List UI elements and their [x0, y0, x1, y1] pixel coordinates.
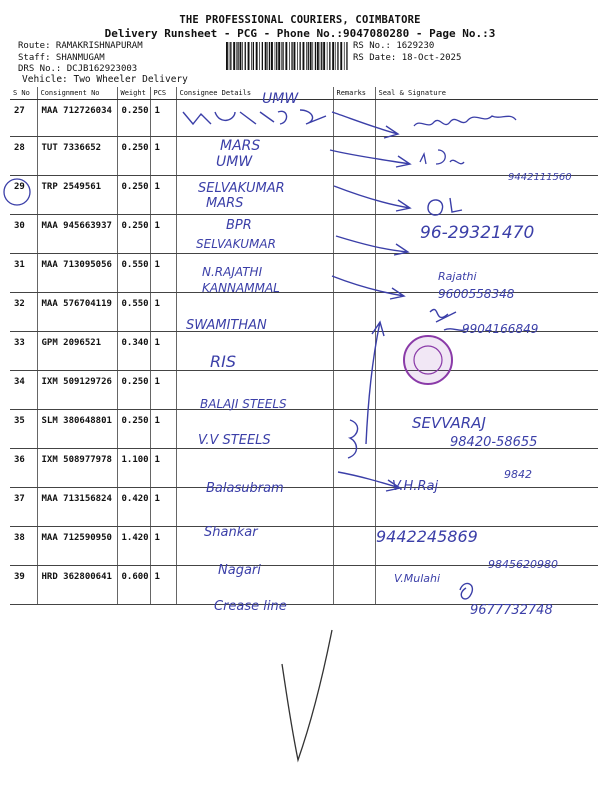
hw-consignee-16: Crease line — [214, 599, 287, 614]
cell-consignee-details — [176, 527, 333, 566]
table-row — [10, 449, 598, 488]
hw-consignee-1: MARS — [220, 138, 261, 154]
cell-seal-signature — [375, 566, 598, 605]
rs-date: RS Date: 18-Oct-2025 — [353, 52, 462, 63]
cell-remarks — [333, 371, 375, 410]
table-row — [10, 527, 598, 566]
hw-consignee-2: UMW — [216, 154, 253, 170]
cell-sno: 39 — [10, 566, 37, 605]
hw-sign-5: V.H.Raj — [392, 479, 439, 494]
cell-consignee-details — [176, 371, 333, 410]
table-row — [10, 293, 598, 332]
cell-seal-signature — [375, 100, 598, 137]
cell-consignment-no: TUT 7336652 — [37, 137, 117, 176]
cell-weight: 0.600 — [117, 566, 150, 605]
cell-weight: 0.250 — [117, 137, 150, 176]
cell-consignee-details — [176, 293, 333, 332]
hw-consignee-9: SWAMITHAN — [186, 318, 267, 333]
cell-consignee-details — [176, 100, 333, 137]
hw-consignee-7: N.RAJATHI — [202, 265, 263, 279]
hw-consignee-6: SELVAKUMAR — [196, 237, 276, 251]
cell-seal-signature — [375, 332, 598, 371]
cell-consignment-no: GPM 2096521 — [37, 332, 117, 371]
cell-seal-signature — [375, 293, 598, 332]
table-row — [10, 100, 598, 137]
cell-consignment-no: MAA 945663937 — [37, 215, 117, 254]
cell-consignment-no: TRP 2549561 — [37, 176, 117, 215]
cell-seal-signature — [375, 449, 598, 488]
cell-pcs: 1 — [150, 137, 176, 176]
cell-consignment-no: HRD 362800641 — [37, 566, 117, 605]
drs-number: DRS No.: DCJB162923003 — [18, 64, 138, 74]
runsheet-table — [10, 87, 598, 605]
cell-sno: 31 — [10, 254, 37, 293]
hw-consignee-3: SELVAKUMAR — [198, 181, 285, 196]
cell-pcs: 1 — [150, 449, 176, 488]
cell-sno: 38 — [10, 527, 37, 566]
cell-pcs: 1 — [150, 176, 176, 215]
meta-left — [18, 41, 143, 76]
cell-pcs: 1 — [150, 527, 176, 566]
cell-weight: 0.550 — [117, 254, 150, 293]
table-row — [10, 332, 598, 371]
cell-pcs: 1 — [150, 100, 176, 137]
cell-consignee-details — [176, 332, 333, 371]
table-row — [10, 410, 598, 449]
barcode-image — [226, 42, 350, 70]
cell-sno: 27 — [10, 100, 37, 137]
cell-seal-signature — [375, 371, 598, 410]
cell-weight: 0.250 — [117, 371, 150, 410]
cell-remarks — [333, 566, 375, 605]
hw-consignee-0: UMW — [262, 91, 299, 107]
cell-seal-signature — [375, 254, 598, 293]
cell-pcs: 1 — [150, 566, 176, 605]
cell-weight: 0.250 — [117, 215, 150, 254]
cell-consignee-details — [176, 254, 333, 293]
cell-weight: 1.100 — [117, 449, 150, 488]
cell-remarks — [333, 254, 375, 293]
hw-consignee-10: RIS — [210, 352, 236, 371]
cell-consignee-details — [176, 488, 333, 527]
col-header-consignee: Consignee Details — [176, 87, 333, 100]
cell-consignee-details — [176, 215, 333, 254]
hw-sign-4: 98420-58655 — [450, 435, 538, 450]
hw-consignee-15: Nagari — [218, 563, 261, 578]
cell-sno: 32 — [10, 293, 37, 332]
cell-weight: 1.420 — [117, 527, 150, 566]
cell-seal-signature — [375, 176, 598, 215]
cell-pcs: 1 — [150, 410, 176, 449]
cell-remarks — [333, 527, 375, 566]
hw-consignee-11: BALAJI STEELS — [200, 397, 287, 411]
company-name: THE PROFESSIONAL COURIERS, COIMBATORE — [179, 14, 421, 26]
cell-weight: 0.250 — [117, 410, 150, 449]
cell-weight: 0.340 — [117, 332, 150, 371]
hw-sign-6: 9842 — [504, 468, 532, 481]
check-mark — [282, 630, 332, 760]
cell-consignment-no: MAA 712726034 — [37, 100, 117, 137]
cell-consignee-details — [176, 449, 333, 488]
cell-seal-signature — [375, 410, 598, 449]
cell-remarks — [333, 410, 375, 449]
cell-seal-signature — [375, 215, 598, 254]
cell-pcs: 1 — [150, 332, 176, 371]
col-header-sno: S No — [10, 87, 37, 100]
cell-sno: 36 — [10, 449, 37, 488]
cell-consignee-details — [176, 176, 333, 215]
cell-sno: 28 — [10, 137, 37, 176]
hw-consignee-8: KANNAMMAL — [202, 281, 280, 295]
meta-right — [353, 41, 461, 64]
staff-text: Staff: SHANMUGAM — [18, 52, 105, 63]
cell-weight: 0.250 — [117, 100, 150, 137]
cell-remarks — [333, 100, 375, 137]
cell-consignee-details — [176, 137, 333, 176]
cell-weight: 0.250 — [117, 176, 150, 215]
col-header-weight: Weight — [117, 87, 150, 100]
cell-remarks — [333, 332, 375, 371]
hw-consignee-5: BPR — [226, 218, 252, 233]
col-header-remarks: Remarks — [333, 87, 375, 100]
cell-consignment-no: MAA 713156824 — [37, 488, 117, 527]
cell-consignment-no: MAA 712590950 — [37, 527, 117, 566]
cell-seal-signature — [375, 527, 598, 566]
table-row — [10, 371, 598, 410]
cell-consignment-no: SLM 380648801 — [37, 410, 117, 449]
hw-sign-10: 9677732748 — [470, 603, 553, 618]
cell-sno: 35 — [10, 410, 37, 449]
hw-consignee-12: V.V STEELS — [198, 433, 271, 448]
table-row — [10, 566, 598, 605]
col-header-seal: Seal & Signature — [375, 87, 598, 100]
cell-remarks — [333, 488, 375, 527]
col-header-pcs: PCS — [150, 87, 176, 100]
cell-sno: 30 — [10, 215, 37, 254]
runsheet-title: Delivery Runsheet - PCG - Phone No.:9047080280 - Page No.:3 — [104, 27, 496, 40]
cell-consignment-no: IXM 508977978 — [37, 449, 117, 488]
table-row — [10, 176, 598, 215]
table-row — [10, 488, 598, 527]
table-row — [10, 254, 598, 293]
hw-sign-2: 9904166849 — [462, 322, 539, 336]
cell-sno: 33 — [10, 332, 37, 371]
cell-pcs: 1 — [150, 254, 176, 293]
hw-sign-0: Rajathi — [438, 270, 477, 283]
cell-remarks — [333, 449, 375, 488]
hw-sign-12: 96-29321470 — [420, 223, 535, 243]
route-text: Route: RAMAKRISHNAPURAM — [18, 41, 143, 51]
cell-sno: 37 — [10, 488, 37, 527]
cell-sno: 29 — [10, 176, 37, 215]
cell-remarks — [333, 293, 375, 332]
hw-sign-11: 9442111560 — [508, 172, 572, 183]
hw-sign-1: 9600558348 — [438, 287, 515, 301]
hw-sign-3: SEVVARAJ — [412, 414, 486, 432]
col-header-consignment: Consignment No — [37, 87, 117, 100]
cell-remarks — [333, 176, 375, 215]
hw-sign-7: 9442245869 — [376, 527, 478, 546]
cell-pcs: 1 — [150, 293, 176, 332]
hw-consignee-14: Shankar — [204, 525, 258, 540]
hw-sign-8: V.Mulahi — [394, 572, 441, 585]
vehicle-text: Vehicle: Two Wheeler Delivery — [22, 74, 188, 85]
cell-seal-signature — [375, 488, 598, 527]
cell-weight: 0.420 — [117, 488, 150, 527]
cell-remarks — [333, 215, 375, 254]
cell-consignee-details — [176, 566, 333, 605]
cell-pcs: 1 — [150, 215, 176, 254]
cell-consignment-no: MAA 576704119 — [37, 293, 117, 332]
cell-remarks — [333, 137, 375, 176]
cell-sno: 34 — [10, 371, 37, 410]
table-row — [10, 137, 598, 176]
hw-sign-9: 9845620980 — [488, 558, 558, 571]
cell-consignment-no: MAA 713095056 — [37, 254, 117, 293]
cell-seal-signature — [375, 137, 598, 176]
table-header-row — [10, 87, 598, 100]
cell-consignment-no: IXM 509129726 — [37, 371, 117, 410]
cell-consignee-details — [176, 410, 333, 449]
cell-pcs: 1 — [150, 488, 176, 527]
hw-consignee-13: Balasubram — [206, 481, 284, 496]
cell-weight: 0.550 — [117, 293, 150, 332]
rs-number: RS No.: 1629230 — [353, 41, 435, 51]
cell-pcs: 1 — [150, 371, 176, 410]
hw-consignee-4: MARS — [206, 196, 244, 211]
table-row — [10, 215, 598, 254]
